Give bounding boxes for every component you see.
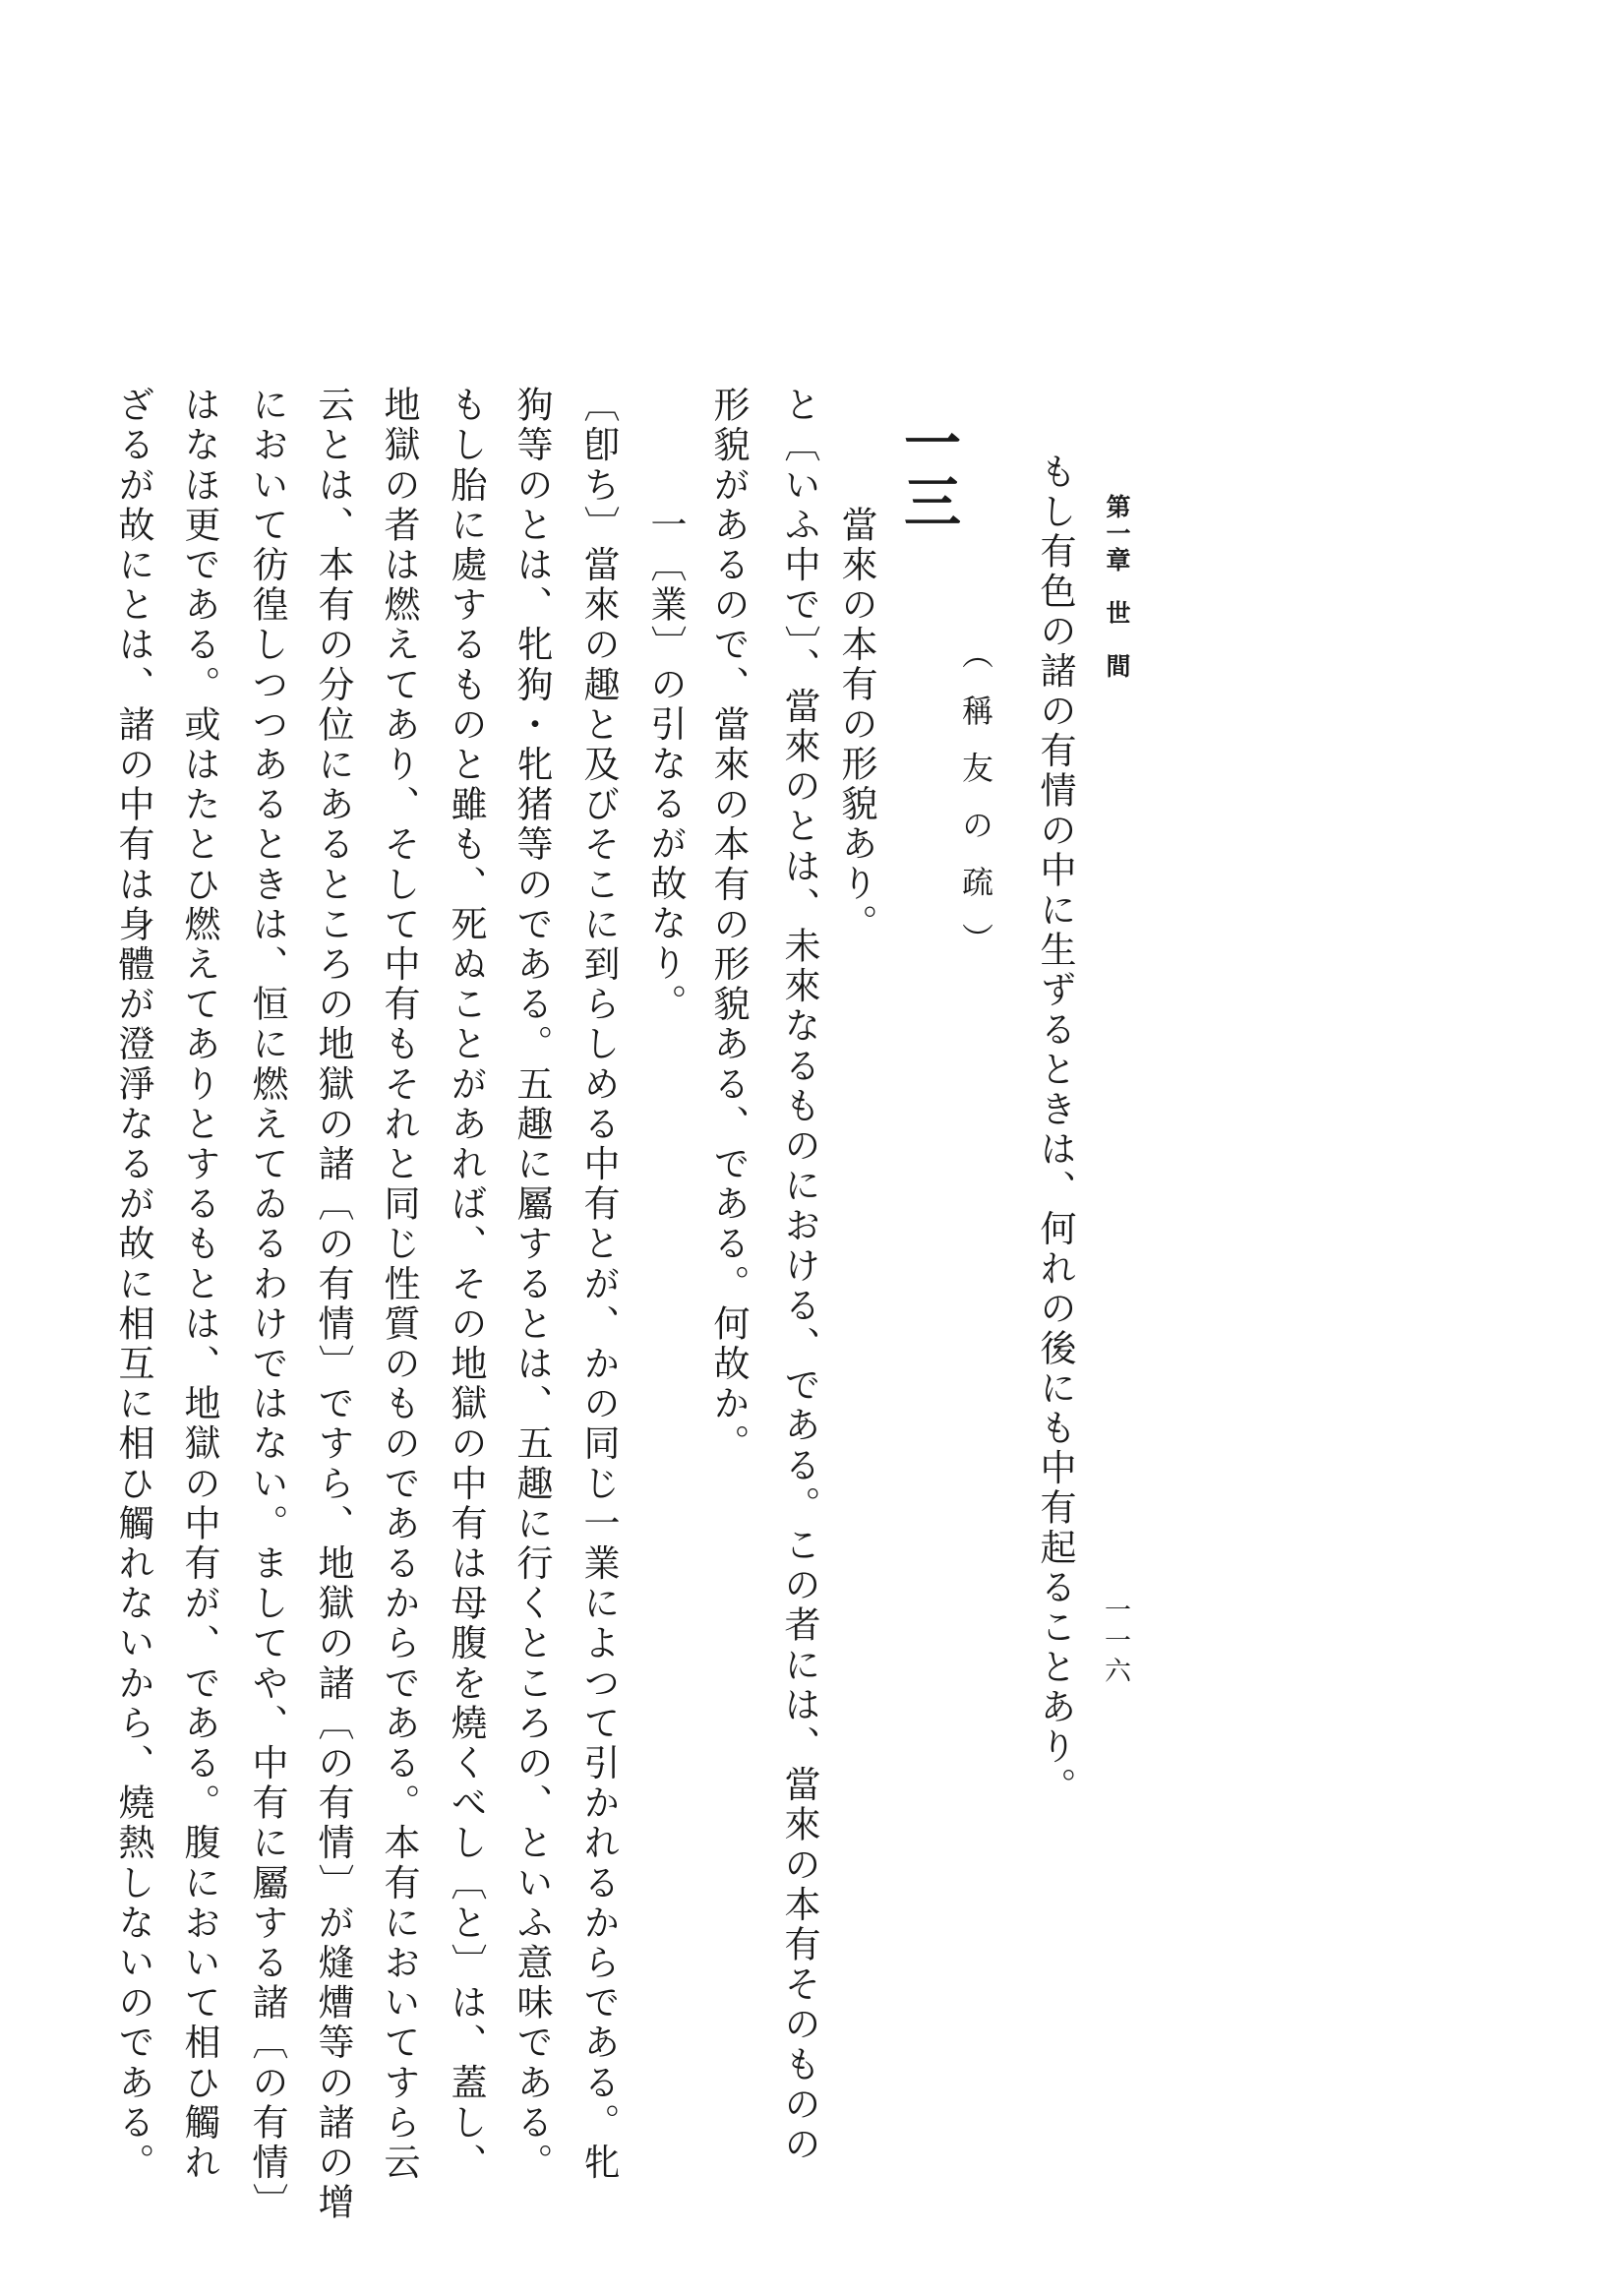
- body-column: 狗等のとは、牝狗・牝猪等のである。五趣に屬するとは、五趣に行くところの、といふ意味である。: [511, 386, 553, 2183]
- heading-sub: 一〔業〕の引なるが故なり。: [644, 506, 687, 1024]
- body-column: ざるが故にとは、諸の中有は身體が澄淨なるが故に相互に相ひ觸れないから、燒熱しないのである。: [112, 386, 154, 2183]
- page-number: 一一六: [1100, 1596, 1130, 1687]
- body-column: はなほ更である。或はたとひ燃えてありとするもとは、地獄の中有が、である。腹において相ひ觸れ: [178, 386, 220, 2183]
- heading-main: 當來の本有の形貌あり。: [835, 506, 877, 944]
- body-column: において彷徨しつつあるときは、恒に燃えてゐるわけではない。ましてや、中有に屬する諸〔の有情〕: [246, 386, 288, 2223]
- body-column: 地獄の者は燃えてあり、そして中有もそれと同じ性質のものであるからである。本有においてすら云: [378, 386, 420, 2183]
- body-column: 云とは、本有の分位にあるところの地獄の諸〔の有情〕ですら、地獄の諸〔の有情〕が熢㷮等の諸の增: [312, 386, 354, 2223]
- verse: もし有色の諸の有情の中に生ずるときは、何れの後にも中有起ることあり。: [1034, 453, 1076, 1807]
- body-column: 〔卽ち〕當來の趣と及びそこに到らしめる中有とが、かの同じ一業によつて引かれるからである。牝: [577, 386, 620, 2183]
- body-column: 形貌があるので、當來の本有の形貌ある、である。何故か。: [707, 386, 750, 1465]
- body-column: もし胎に處するものと雖も、死ぬことがあれば、その地獄の中有は母腹を燒くべし〔と〕は、蓋し、: [445, 386, 487, 2183]
- attribution: （稱友の疏）: [957, 637, 994, 980]
- section-number: 一三: [894, 413, 961, 531]
- body-column: と〔いふ中で〕、當來のとは、未來なるものにおける、である。この者には、當來の本有そのものの: [778, 386, 820, 2165]
- running-head: 第一章 世 間: [1103, 494, 1131, 680]
